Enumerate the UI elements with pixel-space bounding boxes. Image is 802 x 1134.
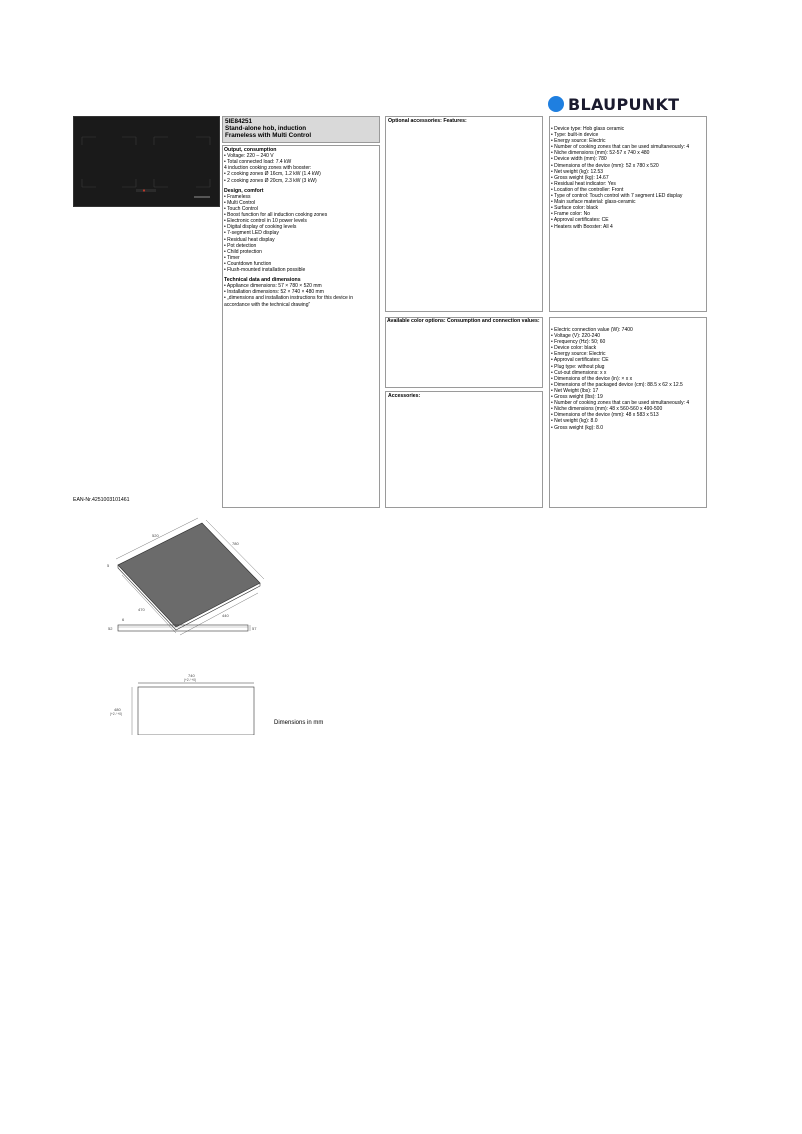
features-values-box [549,116,707,312]
cutout-width-tolerance: (+2 / +0) [184,678,197,682]
spec-line: • Countdown function [224,260,272,267]
section-heading-output: Output, consumption [224,147,277,153]
dim-label-780: 780 [232,541,239,546]
spec-line: • Voltage: 220 – 240 V [224,153,274,160]
dim-label-440: 440 [222,613,229,618]
feature-value: • Type: built-in device [551,132,599,139]
spec-line: • 7-segment LED display [224,230,279,237]
spec-line: • Flush-mounted installation possible [224,267,306,273]
spec-line: • Boost function for all induction cooking zones [224,212,328,219]
connection-value: • Niche dimensions (mm): 48 x 560-560 x 490-500 [551,406,663,413]
accessories-heading: Accessories: [388,393,421,399]
ean-code: EAN-Nr.4251003101461 [73,497,130,503]
spec-line: • Frameless [224,193,251,200]
feature-value: • Heaters with Booster: All 4 [551,223,613,230]
available-colors-box [385,317,543,388]
section-heading-design: Design, comfort [224,187,264,194]
connection-value: • Voltage (V): 220-240 [551,333,601,340]
dim-label-5: 5 [107,563,110,568]
connection-values-box [549,317,707,508]
feature-value: • Frame color: No [551,211,590,218]
optional-accessories-box [385,116,543,312]
spec-line: • Digital display of cooking levels [224,224,297,231]
spec-line: • Multi Control [224,199,256,206]
dim-label-6: 6 [122,617,125,622]
spec-line: • Residual heat display [224,236,275,243]
feature-value: • Approval certificates: CE [551,217,609,224]
feature-value: • Dimensions of the device (mm): 52 x 780 x 520 [551,162,659,169]
feature-value: • Main surface material: glass-ceramic [551,199,636,206]
feature-value: • Number of cooking zones that can be used simultaneously: 4 [551,144,690,151]
spec-line: • Touch Control [224,206,258,213]
hob-side-view [118,625,248,631]
brand-dot-icon [548,96,564,112]
section-heading-technical: Technical data and dimensions [224,277,301,284]
connection-value: • Energy source: Electric [551,351,606,358]
optional-accessories-heading: Optional accessories: Features: [388,118,467,124]
spec-line: • Appliance dimensions: 57 × 780 × 520 mm [224,283,322,290]
dimensions-note: Dimensions in mm [274,720,324,726]
connection-value: • Dimensions of the device (in): × x x [551,375,633,382]
connection-value: • Gross weight (lbs): 19 [551,394,603,401]
spec-line: • Timer [224,254,240,261]
dim-label-52: 52 [108,626,113,631]
feature-value: • Energy source: Electric [551,138,606,145]
product-image [73,116,220,207]
spec-line: • 2 cooking zones Ø 20cm, 2.3 kW (3 kW) [224,177,317,184]
connection-value: • Dimensions of the packaged device (cm): 88.5 x 62 x 12.5 [551,381,683,388]
feature-value: • Gross weight (kg): 14.67 [551,174,609,181]
connection-value: • Electric connection value (W): 7400 [551,327,633,333]
connection-value: • Gross weight (kg): 8.0 [551,424,604,431]
connection-value: • Net weight (kg): 8.0 [551,418,598,425]
spec-line: • „dimensions and installation instructions for this device in accordance with the technical drawing“ [224,295,354,308]
product-sku: 5IE84251 [225,118,252,125]
connection-value: • Approval certificates: CE [551,357,609,364]
connection-value: • Dimensions of the device (mm): 48 x 583 x 513 [551,412,659,419]
brand-name: BLAUPUNKT [568,94,680,114]
accessories-box [385,391,543,508]
brand-logo [548,94,679,114]
connection-value: • Device color: black [551,345,597,352]
cutout-outline [138,687,254,735]
connection-value: • Frequency (Hz): 50; 60 [551,339,606,346]
product-title-box [222,116,380,143]
spec-line: • Pot detection [224,242,257,249]
spec-line: • 2 cooking zones Ø 16cm, 1.2 kW (1.4 kW) [224,171,321,178]
spec-line: • Electronic control in 10 power levels [224,218,307,225]
connection-value: • Cut-out dimensions: x x [551,369,607,376]
feature-value: • Type of control: Touch control with 7 segment LED display [551,193,683,200]
product-title-line2: Frameless with Multi Control [225,132,312,139]
cutout-depth-tolerance: (+2 / +0) [110,712,123,716]
feature-value: • Residual heat indicator: Yes [551,180,616,187]
dim-label-57: 57 [252,626,257,631]
feature-value: • Device type: Hob glass ceramic [551,126,625,132]
cutout-depth-label: 480 [114,707,121,712]
spec-line: • Total connected load: 7.4 kW [224,159,292,166]
features-column [222,145,380,508]
connection-value: • Net Weight (lbs): 17 [551,387,599,394]
dim-label-520: 520 [152,533,159,538]
technical-drawing [100,515,280,735]
feature-value: • Location of the controller: Front [551,186,624,193]
feature-value: • Device width (mm): 780 [551,156,607,163]
spec-line: 4 induction cooking zones with booster: [224,165,312,172]
feature-value: • Surface color: black [551,205,599,212]
connection-value: • Number of cooking zones that can be used simultaneously: 4 [551,400,690,407]
spec-line: • Child protection [224,248,262,255]
dim-label-470: 470 [138,607,145,612]
hob-illustration [74,117,219,206]
spec-line: • Installation dimensions: 52 × 740 × 480 mm [224,289,324,296]
connection-value: • Plug type: without plug [551,363,605,370]
feature-value: • Net weight (kg): 12.53 [551,168,604,175]
feature-value: • Niche dimensions (mm): 52-57 x 740 x 480 [551,150,650,157]
product-title-line1: Stand-alone hob, induction [225,125,307,132]
available-colors-heading: Available color options: Consumption and connection values: [387,318,540,324]
cutout-width-label: 740 [188,673,195,678]
